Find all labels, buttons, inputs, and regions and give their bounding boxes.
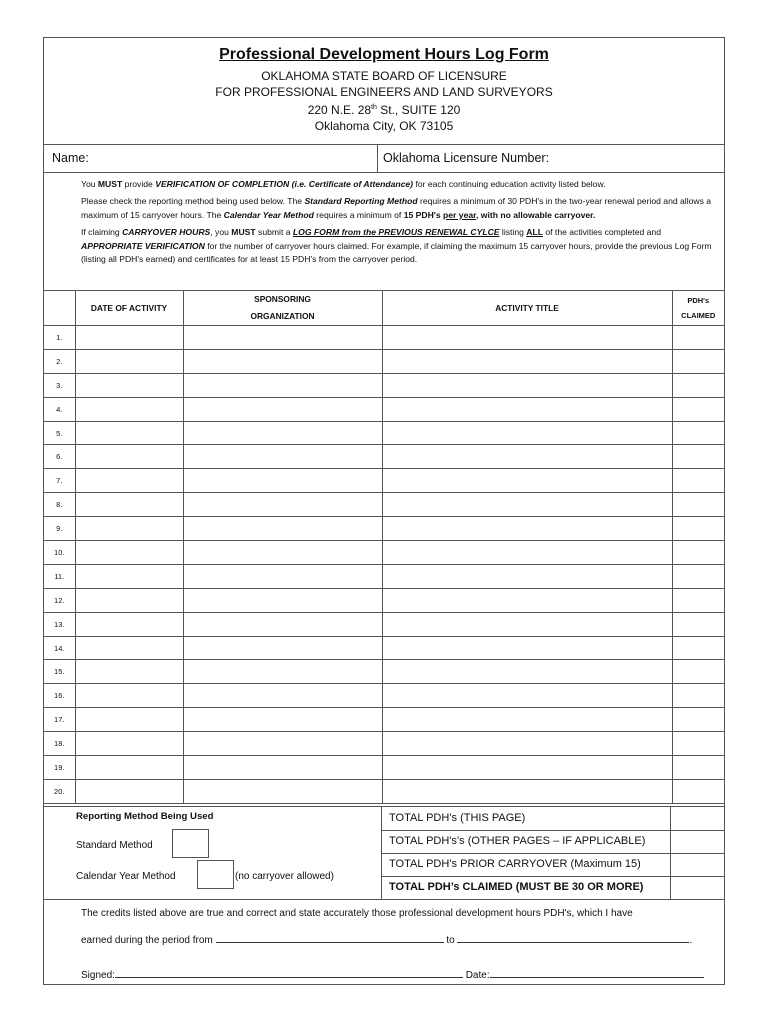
date-cell[interactable] (75, 612, 183, 636)
date-cell[interactable] (75, 660, 183, 684)
table-row (44, 349, 724, 373)
instruction-reporting-method (81, 195, 721, 222)
date-cell[interactable] (75, 326, 183, 350)
period-to-text: to (443, 935, 458, 946)
pdh-cell[interactable] (672, 708, 724, 732)
table-header-row (44, 291, 724, 326)
date-cell[interactable] (75, 564, 183, 588)
table-row (44, 541, 724, 565)
date-cell[interactable] (75, 445, 183, 469)
row-number: 12. (44, 588, 75, 612)
table-row (44, 732, 724, 756)
instructions (81, 178, 721, 270)
date-cell[interactable] (75, 684, 183, 708)
row-number: 16. (44, 684, 75, 708)
pdh-cell[interactable] (672, 373, 724, 397)
pdh-cell[interactable] (672, 732, 724, 756)
instr-emphasis: VERIFICATION OF COMPLETION (i.e. Certificate of Attendance) (155, 179, 414, 189)
title-cell[interactable] (382, 397, 672, 421)
totals-block (381, 807, 724, 900)
sponsor-header-line1: SPONSORING (254, 294, 311, 304)
total-carryover-label: TOTAL PDH’s PRIOR CARRYOVER (Maximum 15) (381, 853, 671, 876)
activity-log-table (44, 290, 724, 804)
date-cell[interactable] (75, 493, 183, 517)
instr-emphasis: ALL (526, 227, 543, 238)
date-cell[interactable] (75, 469, 183, 493)
row-number: 11. (44, 564, 75, 588)
row-number: 17. (44, 708, 75, 732)
row-number: 20. (44, 779, 75, 803)
row-number: 7. (44, 469, 75, 493)
table-row (44, 636, 724, 660)
sponsor-cell[interactable] (183, 756, 382, 780)
row-number: 14. (44, 636, 75, 660)
signature-line (81, 968, 704, 981)
signed-label: Signed: (81, 970, 115, 981)
sponsor-cell[interactable] (183, 708, 382, 732)
pdh-cell[interactable] (672, 421, 724, 445)
table-row (44, 564, 724, 588)
pdh-cell[interactable] (672, 469, 724, 493)
instr-emphasis: per year (443, 209, 477, 220)
instr-text: for the number of carryover hours claimed. For example, if claiming the maximum 15 carryover hours, provide the previous Log Form (listing all PDH's earned) and certificates for at least 15 PDH's from the carryover period. (81, 240, 712, 265)
sponsor-cell[interactable] (183, 421, 382, 445)
total-this-page-label: TOTAL PDH’s (THIS PAGE) (381, 807, 671, 830)
standard-method-label: Standard Method (76, 840, 153, 851)
instr-text: for each continuing education activity listed below. (413, 179, 606, 189)
instr-emphasis: , with no allowable carryover. (476, 209, 596, 220)
table-row (44, 708, 724, 732)
board-name-line2: FOR PROFESSIONAL ENGINEERS AND LAND SURVEYORS (215, 85, 553, 99)
date-field[interactable] (490, 968, 704, 978)
board-address (44, 100, 724, 118)
date-cell[interactable] (75, 636, 183, 660)
table-row (44, 469, 724, 493)
pdh-cell[interactable] (672, 756, 724, 780)
instr-emphasis: APPROPRIATE VERIFICATION (81, 240, 205, 251)
reporting-method-heading: Reporting Method Being Used (76, 811, 214, 822)
row-number: 19. (44, 756, 75, 780)
date-cell[interactable] (75, 349, 183, 373)
row-number: 18. (44, 732, 75, 756)
pdh-header-line2: CLAIMED (681, 311, 716, 320)
sponsor-cell[interactable] (183, 445, 382, 469)
sponsor-column-header (183, 291, 382, 326)
date-label: Date: (462, 970, 490, 981)
table-row (44, 326, 724, 350)
pdh-column-header (672, 291, 724, 326)
sponsor-header-line2: ORGANIZATION (250, 311, 315, 321)
title-cell[interactable] (382, 421, 672, 445)
name-field[interactable]: Name: (52, 151, 89, 165)
period-from-line[interactable] (216, 933, 444, 943)
title-cell[interactable] (382, 779, 672, 803)
title-cell[interactable] (382, 326, 672, 350)
form-header (44, 38, 724, 145)
instr-text: submit a (255, 227, 293, 238)
calendar-method-label: Calendar Year Method (76, 871, 176, 882)
row-number-header (44, 291, 75, 326)
instr-text: requires a minimum of 30 PDH's in the two-year renewal period and allows a maximum of 15 carryover hours. The (81, 196, 712, 220)
title-cell[interactable] (382, 660, 672, 684)
board-city: Oklahoma City, OK 73105 (314, 119, 454, 133)
row-number: 6. (44, 445, 75, 469)
instr-text: You (81, 179, 98, 189)
instruction-carryover (81, 226, 721, 266)
title-column-header: ACTIVITY TITLE (382, 291, 672, 326)
pdh-log-form (43, 37, 725, 985)
row-number: 13. (44, 612, 75, 636)
instruction-verification (81, 178, 721, 191)
table-row (44, 756, 724, 780)
sponsor-cell[interactable] (183, 541, 382, 565)
totals-value-column[interactable] (671, 807, 724, 900)
instr-text: requires a minimum of (313, 209, 404, 220)
date-cell[interactable] (75, 732, 183, 756)
instr-emphasis: MUST (97, 179, 123, 189)
sponsor-cell[interactable] (183, 564, 382, 588)
title-cell[interactable] (382, 517, 672, 541)
sponsor-cell[interactable] (183, 660, 382, 684)
address-street: 220 N.E. 28 (307, 103, 372, 117)
sponsor-cell[interactable] (183, 349, 382, 373)
signature-field[interactable] (115, 968, 463, 978)
row-number: 9. (44, 517, 75, 541)
row-number: 3. (44, 373, 75, 397)
table-row (44, 660, 724, 684)
sponsor-cell[interactable] (183, 326, 382, 350)
date-cell[interactable] (75, 588, 183, 612)
sponsor-cell[interactable] (183, 469, 382, 493)
instr-emphasis: MUST (231, 227, 256, 238)
table-row (44, 397, 724, 421)
date-cell[interactable] (75, 541, 183, 565)
title-cell[interactable] (382, 636, 672, 660)
total-other-pages-label: TOTAL PDH's’s (OTHER PAGES – IF APPLICABLE) (381, 830, 671, 853)
pdh-cell[interactable] (672, 636, 724, 660)
title-cell[interactable] (382, 588, 672, 612)
pdh-cell[interactable] (672, 397, 724, 421)
standard-method-checkbox[interactable] (172, 829, 209, 858)
table-row (44, 517, 724, 541)
sponsor-cell[interactable] (183, 397, 382, 421)
date-cell[interactable] (75, 373, 183, 397)
instr-emphasis: Calendar Year Method (223, 209, 314, 220)
pdh-header-line1: PDH's (687, 296, 710, 305)
sponsor-cell[interactable] (183, 779, 382, 803)
pdh-cell[interactable] (672, 493, 724, 517)
table-row (44, 493, 724, 517)
title-cell[interactable] (382, 493, 672, 517)
period-to-line[interactable] (457, 933, 689, 943)
sponsor-cell[interactable] (183, 588, 382, 612)
date-cell[interactable] (75, 421, 183, 445)
pdh-cell[interactable] (672, 779, 724, 803)
instr-emphasis: LOG FORM from the PREVIOUS RENEWAL CYLCE (292, 227, 500, 238)
table-row (44, 588, 724, 612)
row-number: 10. (44, 541, 75, 565)
pdh-cell[interactable] (672, 349, 724, 373)
instr-text: Please check the reporting method being used below. The (81, 196, 305, 207)
title-cell[interactable] (382, 756, 672, 780)
table-row (44, 779, 724, 803)
title-cell[interactable] (382, 612, 672, 636)
licensure-number-field[interactable]: Oklahoma Licensure Number: (383, 151, 550, 165)
title-cell[interactable] (382, 708, 672, 732)
pdh-cell[interactable] (672, 541, 724, 565)
sponsor-cell[interactable] (183, 612, 382, 636)
pdh-cell[interactable] (672, 564, 724, 588)
instr-text: If claiming (81, 227, 123, 238)
title-cell[interactable] (382, 349, 672, 373)
period-end-text: . (689, 935, 693, 946)
title-cell[interactable] (382, 684, 672, 708)
instr-emphasis: CARRYOVER HOURS (122, 227, 211, 238)
sponsor-cell[interactable] (183, 373, 382, 397)
row-number: 2. (44, 349, 75, 373)
pdh-cell[interactable] (672, 326, 724, 350)
date-cell[interactable] (75, 779, 183, 803)
sponsor-cell[interactable] (183, 732, 382, 756)
sponsor-cell[interactable] (183, 517, 382, 541)
table-row (44, 421, 724, 445)
pdh-cell[interactable] (672, 445, 724, 469)
total-claimed-label: TOTAL PDH’s CLAIMED (MUST BE 30 OR MORE) (381, 876, 671, 899)
instr-emphasis: Standard Reporting Method (304, 196, 418, 207)
period-text: earned during the period from (81, 935, 216, 946)
table-row (44, 373, 724, 397)
pdh-cell[interactable] (672, 612, 724, 636)
certification-period (81, 933, 692, 946)
name-row-divider (377, 144, 378, 172)
address-suite: St., SUITE 120 (376, 103, 461, 117)
calendar-method-checkbox[interactable] (197, 860, 234, 889)
row-number: 15. (44, 660, 75, 684)
date-cell[interactable] (75, 708, 183, 732)
table-row (44, 684, 724, 708)
title-cell[interactable] (382, 541, 672, 565)
title-cell[interactable] (382, 732, 672, 756)
row-number: 5. (44, 421, 75, 445)
sponsor-cell[interactable] (183, 493, 382, 517)
pdh-cell[interactable] (672, 517, 724, 541)
pdh-cell[interactable] (672, 660, 724, 684)
row-number: 8. (44, 493, 75, 517)
pdh-cell[interactable] (672, 588, 724, 612)
address-suffix: th (371, 104, 377, 111)
instr-text: listing (499, 227, 527, 238)
title-cell[interactable] (382, 445, 672, 469)
form-title: Professional Development Hours Log Form (219, 46, 549, 63)
title-cell[interactable] (382, 373, 672, 397)
reporting-and-totals (44, 806, 724, 900)
title-cell[interactable] (382, 469, 672, 493)
pdh-cell[interactable] (672, 684, 724, 708)
date-cell[interactable] (75, 756, 183, 780)
instr-emphasis: 15 PDH's (403, 209, 444, 220)
instr-text: of the activities completed and (542, 227, 661, 238)
date-cell[interactable] (75, 517, 183, 541)
date-cell[interactable] (75, 397, 183, 421)
name-row (44, 144, 724, 173)
table-row (44, 612, 724, 636)
table-row (44, 445, 724, 469)
row-number: 4. (44, 397, 75, 421)
instr-text: , you (210, 227, 232, 238)
calendar-method-note: (no carryover allowed) (235, 871, 334, 882)
row-number: 1. (44, 326, 75, 350)
certification-statement: The credits listed above are true and correct and state accurately those professional development hours PDH's, which I have (81, 908, 633, 919)
sponsor-cell[interactable] (183, 684, 382, 708)
sponsor-cell[interactable] (183, 636, 382, 660)
instr-text: provide (122, 179, 156, 189)
title-cell[interactable] (382, 564, 672, 588)
board-name-line1: OKLAHOMA STATE BOARD OF LICENSURE (261, 69, 507, 83)
date-column-header: DATE OF ACTIVITY (75, 291, 183, 326)
certification-block (44, 899, 724, 986)
